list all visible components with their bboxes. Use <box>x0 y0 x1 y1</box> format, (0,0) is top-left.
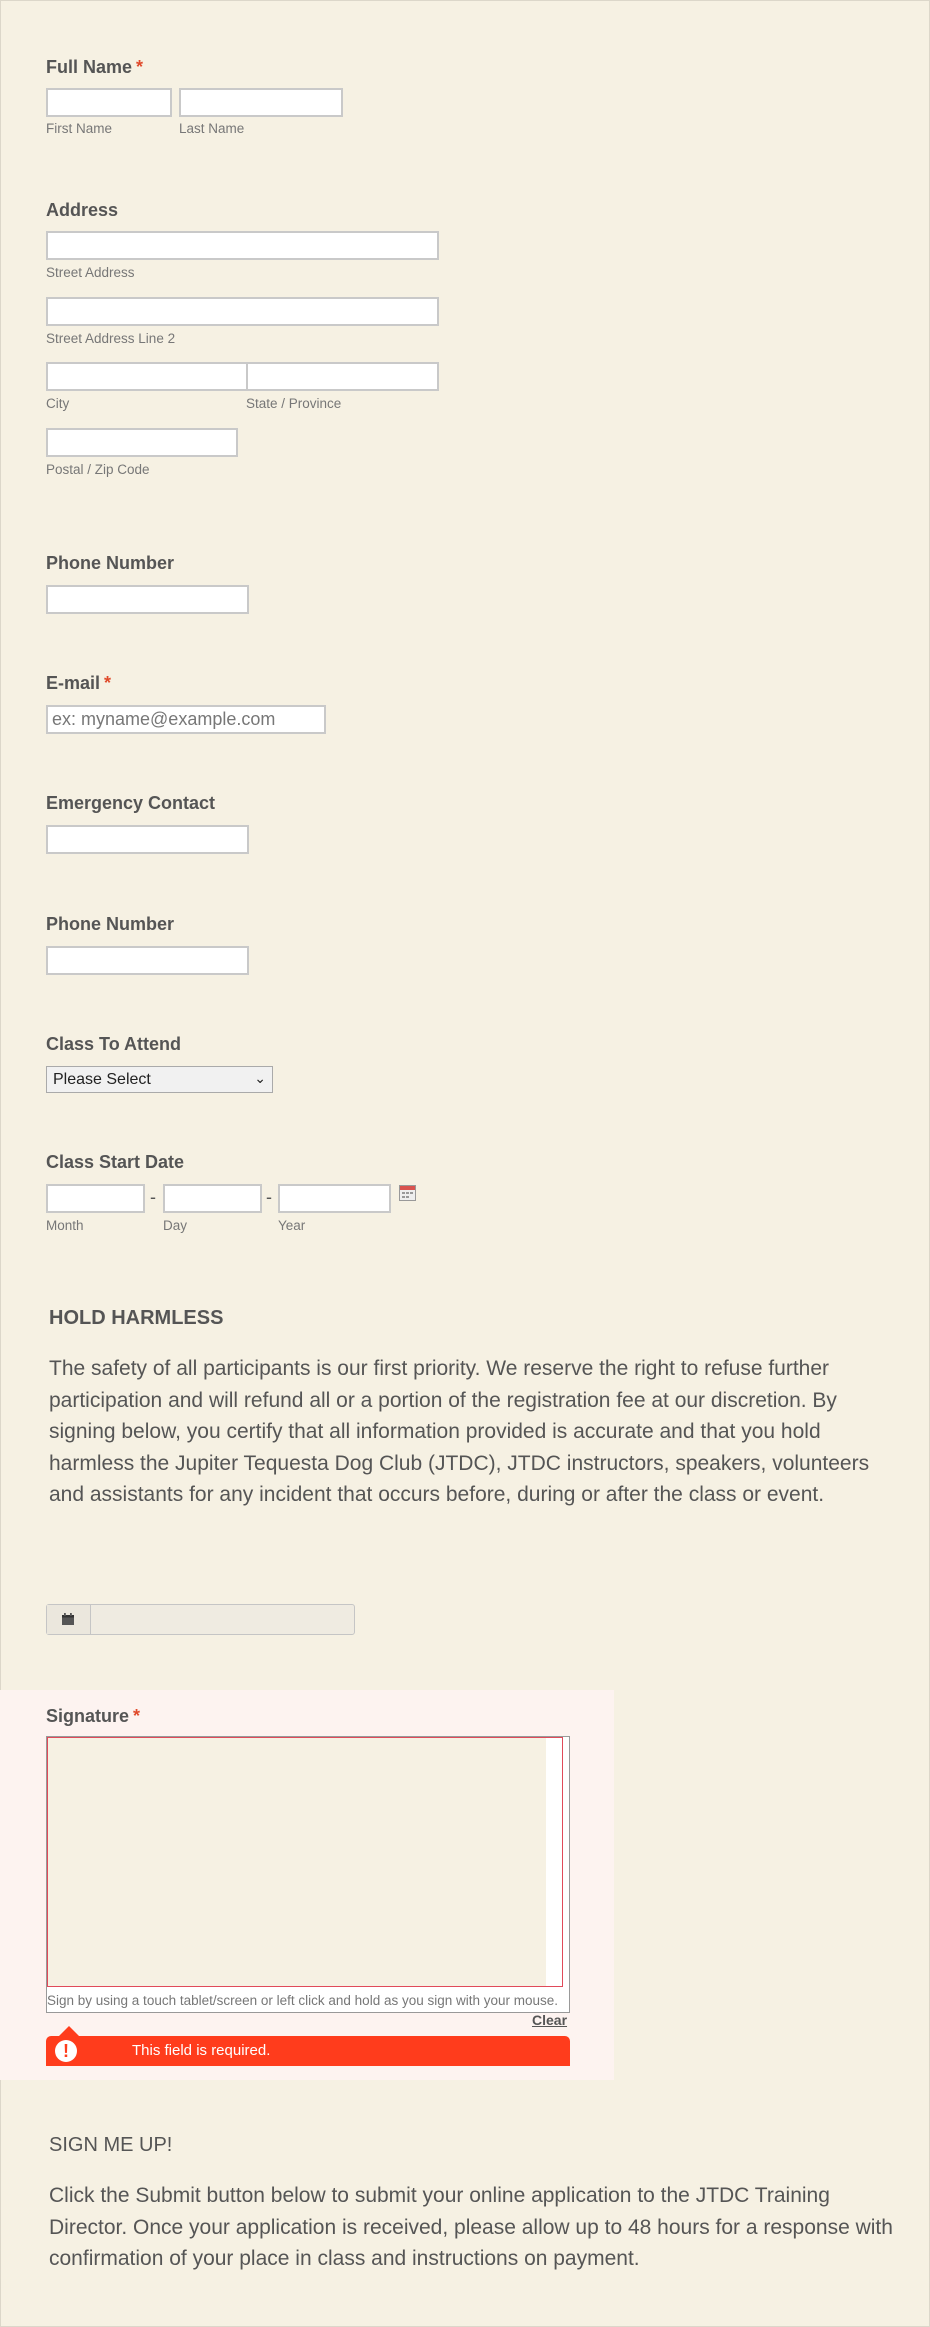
emergency-phone-label: Phone Number <box>46 914 175 934</box>
class-select[interactable]: Please Select ⌄ <box>46 1066 273 1093</box>
required-mark: * <box>104 673 112 693</box>
date-separator: - <box>266 1187 272 1207</box>
calendar-icon[interactable] <box>399 1185 416 1201</box>
email-label: E-mail * <box>46 673 112 693</box>
phone-number-input[interactable] <box>46 585 249 614</box>
clear-signature-button[interactable]: Clear <box>532 2012 568 2028</box>
year-input[interactable] <box>278 1184 391 1213</box>
day-sublabel: Day <box>163 1218 188 1233</box>
street-address-input[interactable] <box>46 231 439 260</box>
day-input[interactable] <box>163 1184 262 1213</box>
last-name-input[interactable] <box>179 88 343 117</box>
date-separator: - <box>150 1187 156 1207</box>
first-name-input[interactable] <box>46 88 172 117</box>
hold-harmless-text: The safety of all participants is our first priority. We reserve the right to refuse further participation and will refund all or a portion of the registration fee at our discretion. By signing below, you certify that all information provided is accurate and that you hold harmless the Jupiter Tequesta Dog Club (JTDC), JTDC instructors, speakers, volunteers and assistants for any incident that occurs before, during or after the class or event. <box>49 1357 870 1506</box>
error-text: This field is required. <box>132 2042 271 2059</box>
error-message <box>46 2036 570 2066</box>
postal-code-sublabel: Postal / Zip Code <box>46 462 150 477</box>
month-sublabel: Month <box>46 1218 84 1233</box>
required-mark: * <box>133 1706 141 1726</box>
emergency-phone-input[interactable] <box>46 946 249 975</box>
city-input[interactable] <box>46 362 279 391</box>
street-address-2-sublabel: Street Address Line 2 <box>46 331 176 346</box>
signature-label: Signature * <box>46 1706 141 1726</box>
error-pointer <box>59 2026 79 2036</box>
state-input[interactable] <box>246 362 439 391</box>
class-to-attend-label: Class To Attend <box>46 1034 182 1054</box>
date-widget[interactable] <box>46 1604 355 1635</box>
street-address-sublabel: Street Address <box>46 265 135 280</box>
emergency-contact-label: Emergency Contact <box>46 793 216 813</box>
street-address-2-input[interactable] <box>46 297 439 326</box>
hold-harmless-heading: HOLD HARMLESS <box>49 1307 224 1329</box>
last-name-sublabel: Last Name <box>179 121 245 136</box>
phone-number-label: Phone Number <box>46 553 175 573</box>
signature-pad[interactable] <box>47 1737 563 1987</box>
class-start-date-label: Class Start Date <box>46 1152 185 1172</box>
year-sublabel: Year <box>278 1218 306 1233</box>
state-sublabel: State / Province <box>246 396 342 411</box>
city-sublabel: City <box>46 396 70 411</box>
email-input[interactable] <box>46 705 326 734</box>
chevron-down-icon: ⌄ <box>254 1070 266 1086</box>
first-name-sublabel: First Name <box>46 121 113 136</box>
signup-heading: SIGN ME UP! <box>49 2134 173 2156</box>
error-icon: ! <box>55 2040 77 2062</box>
emergency-contact-input[interactable] <box>46 825 249 854</box>
month-input[interactable] <box>46 1184 145 1213</box>
required-mark: * <box>136 57 144 77</box>
calendar-icon[interactable] <box>47 1605 91 1634</box>
address-label: Address <box>46 200 119 220</box>
signup-text: Click the Submit button below to submit your online application to the JTDC Training Director. Once your application is received, please allow up to 48 hours for a response with confirmation of your place in class and instructions on payment. <box>49 2184 893 2270</box>
full-name-label: Full Name * <box>46 57 144 77</box>
signature-hint: Sign by using a touch tablet/screen or left click and hold as you sign with your mouse. <box>47 1993 559 2008</box>
postal-code-input[interactable] <box>46 428 238 457</box>
